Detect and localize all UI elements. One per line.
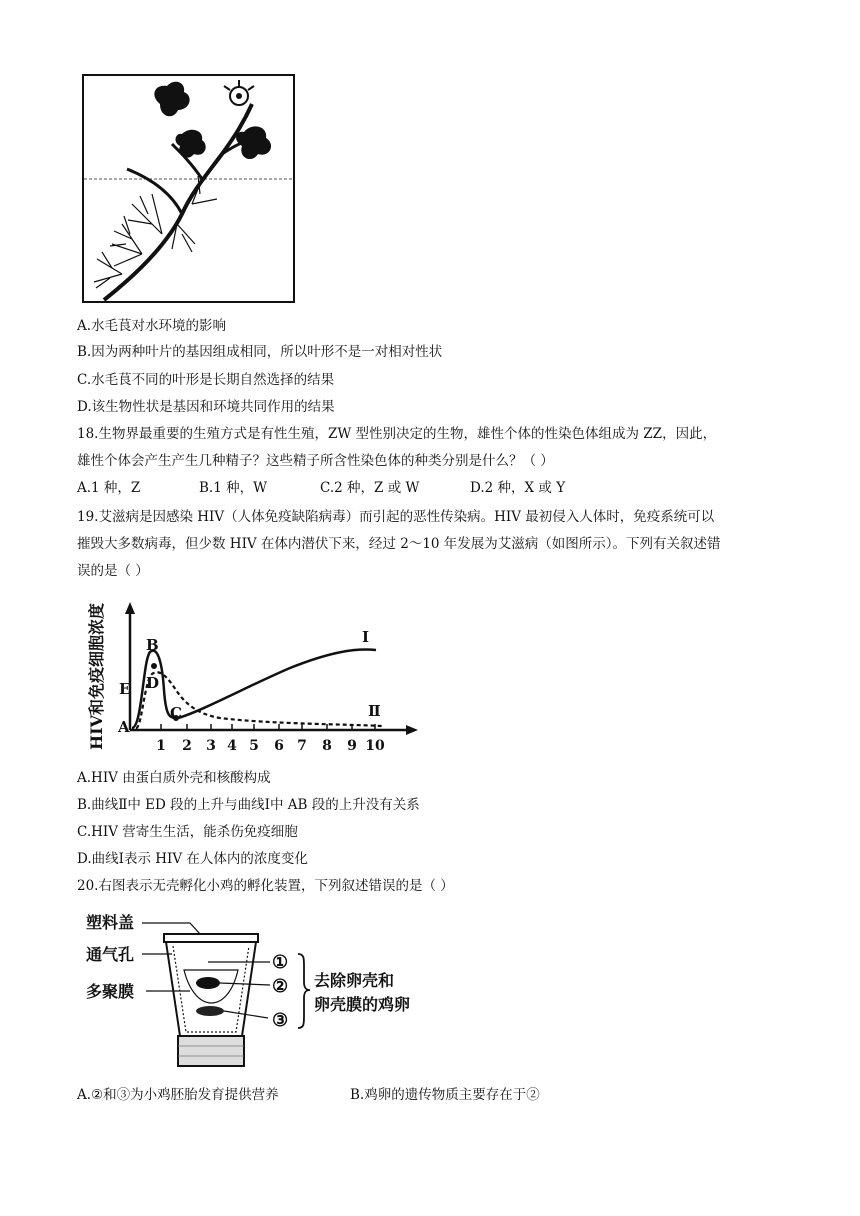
q18-stem-line1: 18.生物界最重要的生殖方式是有性生殖，ZW 型性别决定的生物，雄性个体的性染色体组成为 ZZ，因此， bbox=[77, 426, 717, 442]
q20-stem: 20.右图表示无壳孵化小鸡的孵化装置，下列叙述错误的是（ ） bbox=[77, 878, 454, 894]
curve-i bbox=[132, 650, 376, 728]
circled-3: ③ bbox=[272, 1010, 289, 1031]
point-b-label: B bbox=[146, 636, 159, 654]
circled-2: ② bbox=[272, 976, 289, 997]
q19-option-b: B.曲线Ⅱ中 ED 段的上升与曲线Ⅰ中 AB 段的上升没有关系 bbox=[77, 797, 420, 813]
q19-stem-line3: 误的是（ ） bbox=[77, 563, 149, 579]
q17-option-c: C.水毛茛不同的叶形是长期自然选择的结果 bbox=[77, 372, 335, 388]
q17-option-b: B.因为两种叶片的基因组成相同，所以叶形不是一对相对性状 bbox=[77, 344, 443, 360]
lid-label: 塑料盖 bbox=[86, 913, 135, 932]
vent-label: 通气孔 bbox=[86, 945, 135, 964]
x-tick-9: 9 bbox=[347, 738, 357, 754]
q19-option-a: A.HIV 由蛋白质外壳和核酸构成 bbox=[77, 770, 271, 786]
q18-option-c: C.2 种，Z 或 W bbox=[320, 480, 420, 496]
q18-option-b: B.1 种，W bbox=[199, 480, 267, 496]
x-tick-6: 6 bbox=[274, 738, 284, 754]
point-c-label: C bbox=[170, 704, 182, 722]
point-a-label: A bbox=[118, 718, 130, 736]
x-tick-4: 4 bbox=[227, 738, 237, 754]
egg-incubator-figure bbox=[80, 906, 440, 1076]
hiv-graph-ylabel: HIV和免疫细胞浓度 bbox=[87, 602, 106, 750]
q17-option-a: A.水毛茛对水环境的影响 bbox=[77, 318, 227, 334]
q19-option-c: C.HIV 营寄生生活，能杀伤免疫细胞 bbox=[77, 824, 298, 840]
x-tick-5: 5 bbox=[249, 738, 259, 754]
curve-ii-label: Ⅱ bbox=[368, 702, 381, 720]
q19-stem-line1: 19.艾滋病是因感染 HIV（人体免疫缺陷病毒）而引起的恶性传染病。HIV 最初侵入人体时，免疫系统可以 bbox=[77, 509, 715, 525]
x-tick-8: 8 bbox=[322, 738, 332, 754]
q18-option-a: A.1 种，Z bbox=[77, 480, 141, 496]
q18-stem-line2: 雄性个体会产生产生几种精子？这些精子所含性染色体的种类分别是什么？（ ） bbox=[77, 453, 554, 469]
q18-option-d: D.2 种，X 或 Y bbox=[470, 480, 566, 496]
brace-label-line2: 卵壳膜的鸡卵 bbox=[314, 995, 411, 1014]
curve-i-label: Ⅰ bbox=[362, 628, 370, 646]
q20-options bbox=[77, 1085, 540, 1105]
q19-option-d: D.曲线Ⅰ表示 HIV 在人体内的浓度变化 bbox=[77, 851, 308, 867]
x-tick-7: 7 bbox=[297, 738, 307, 754]
x-tick-3: 3 bbox=[206, 738, 216, 754]
film-label: 多聚膜 bbox=[86, 982, 135, 1001]
x-tick-2: 2 bbox=[182, 738, 192, 754]
q20-option-a: A.②和③为小鸡胚胎发育提供营养 bbox=[77, 1087, 279, 1103]
q20-option-b: B.鸡卵的遗传物质主要存在于② bbox=[350, 1087, 540, 1103]
q19-stem-line2: 摧毁大多数病毒，但少数 HIV 在体内潜伏下来，经过 2～10 年发展为艾滋病（如图所示）。下列有关叙述错 bbox=[77, 536, 721, 552]
x-tick-10: 10 bbox=[365, 738, 385, 754]
q18-options bbox=[77, 478, 565, 498]
circled-1: ① bbox=[272, 952, 289, 973]
hiv-graph bbox=[80, 590, 425, 760]
brace-label-line1: 去除卵壳和 bbox=[314, 971, 395, 990]
x-tick-1: 1 bbox=[156, 738, 166, 754]
point-e-label: E bbox=[119, 680, 131, 698]
point-d-label: D bbox=[146, 674, 160, 692]
q17-option-d: D.该生物性状是基因和环境共同作用的结果 bbox=[77, 399, 335, 415]
plant-figure bbox=[82, 74, 296, 304]
